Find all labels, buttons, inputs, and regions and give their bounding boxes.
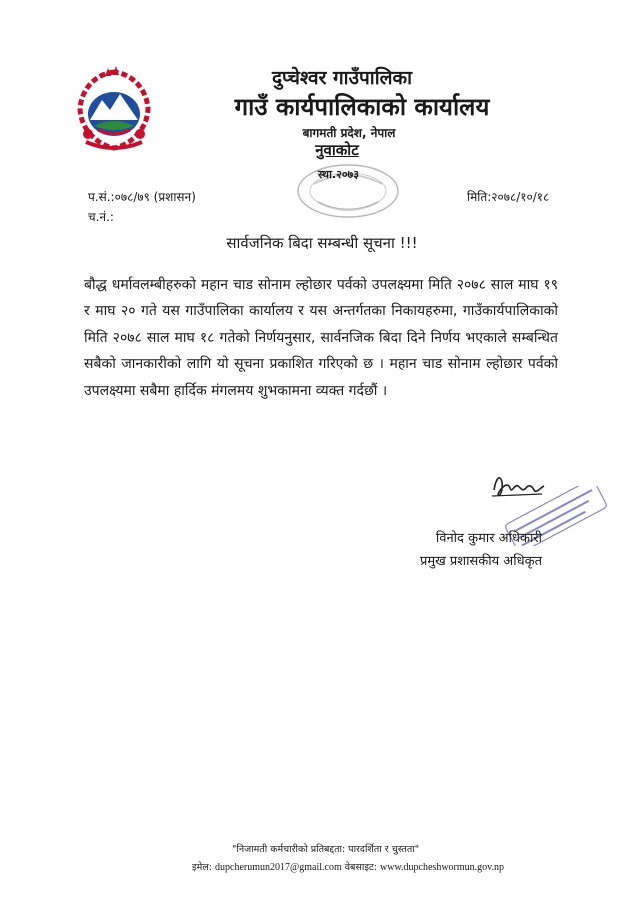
signatory-designation: प्रमुख प्रशासकीय अधिकृत [419,554,542,569]
dispatch-number: च.नं.: [88,210,114,224]
notice-body: बौद्ध धर्मावलम्बीहरुको महान चाड सोनाम ल्होछार पर्वको उपलक्ष्यमा मिति २०७८ साल माघ १९ र माघ २० गते यस गाउँपालिका कार्यालय र यस अन्तर्गतका निकायहरुमा, गाउँकार्यपालिकाको मिति २०७८ साल माघ १८ गतेको निर्णयनुसार, सार्वनजिक बिदा दिने निर्णय भएकाले सम्बन्धित सबैको जानकारीको लागि यो सूचना प्रकाशित गरिएको छ । महान चाड सोनाम ल्होछार पर्वको उपलक्ष्यमा सबैमा हार्दिक मंगलमय शुभकामना व्यक्त गर्दछौं । [84,277,558,399]
province-name: बागमती प्रदेश, नेपाल [302,126,396,140]
footer-contact [192,860,504,873]
letter-number: प.सं.:०७८/७९ (प्रशासन) [88,190,196,204]
email-label: इमेल: [192,862,212,873]
footer-motto: "निजामती कर्मचारीको प्रतिबद्दता: पारदर्शिता र चुस्तता" [232,844,420,855]
website-label: वेबसाइट: [344,862,377,873]
signatory-name: विनोद कुमार अधिकारी [435,531,542,546]
established-year: स्था.२०७३ [318,168,359,181]
letter-date: मिति:२०७८/१०/१८ [467,190,550,204]
municipality-name: दुप्चेश्वर गाउँपालिका [271,67,413,89]
office-name: गाउँ कार्यपालिकाको कार्यालय [234,93,490,121]
notice-title: सार्वजनिक बिदा सम्बन्धी सूचना !!! [226,234,418,252]
email-address[interactable]: dupcherumun2017@gmail.com [215,862,342,873]
website-link[interactable]: www.dupcheshwormun.gov.np [380,862,504,873]
district-name: नुवाकोट [315,141,359,159]
